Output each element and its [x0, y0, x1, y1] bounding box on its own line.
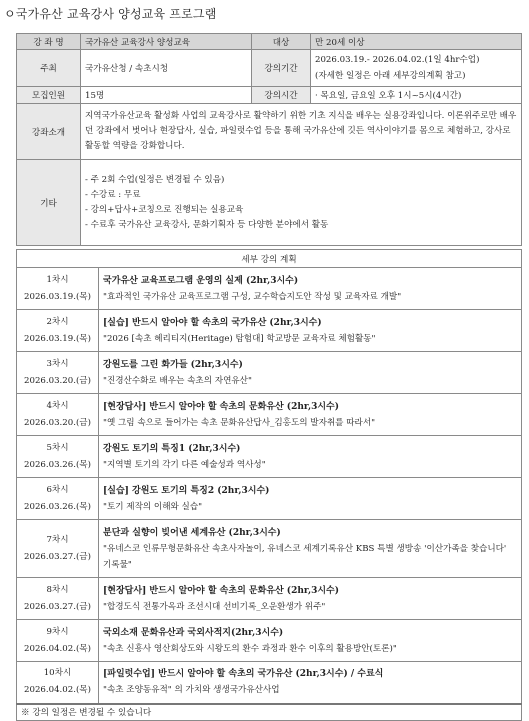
session-number: 3차시	[46, 358, 69, 369]
session-number: 1차시	[46, 274, 69, 285]
session-description: "토기 제작의 이해와 실습"	[103, 501, 203, 512]
session-title: [현장답사] 반드시 알아야 할 속초의 문화유산 (2hr,3시수)	[103, 401, 340, 412]
session-row	[17, 268, 522, 310]
session-meta	[17, 352, 99, 394]
session-description: "2026 [속초 헤리티지(Heritage) 탐험대] 학교방문 교육자료 체험활동"	[103, 333, 376, 344]
session-title: 국가유산 교육프로그램 운영의 실제 (2hr,3시수)	[103, 275, 299, 286]
target-label: 대상	[252, 34, 311, 50]
etc-item: - 수강료 : 무료	[85, 189, 141, 200]
session-content	[99, 352, 522, 394]
session-content	[99, 478, 522, 520]
session-content	[99, 310, 522, 352]
session-meta	[17, 394, 99, 436]
intro-label: 강좌소개	[17, 104, 81, 160]
etc-list	[81, 160, 522, 246]
session-date: 2026.04.02.(목)	[24, 685, 91, 696]
session-date: 2026.03.27.(금)	[24, 551, 91, 562]
course-name-value: 국가유산 교육강사 양성교육	[81, 34, 252, 50]
etc-item: - 주 2회 수업(일정은 변경될 수 있음)	[85, 174, 225, 185]
session-title: [현장답사] 반드시 알아야 할 속초의 문화유산 (2hr,3시수)	[103, 585, 340, 596]
host-value: 국가유산청 / 속초시청	[81, 50, 252, 87]
session-meta	[17, 436, 99, 478]
session-row	[17, 662, 522, 704]
session-content	[99, 662, 522, 704]
session-date: 2026.03.26.(목)	[24, 459, 91, 470]
session-description: "유네스코 인류무형문화유산 속초사자놀이, 유네스코 세계기록유산 KBS 특별 생방송 '이산가족을 찾습니다' 기록물"	[103, 543, 507, 570]
session-description: "속초 조양동유적" 의 가치와 생생국가유산사업	[103, 685, 280, 696]
session-content	[99, 620, 522, 662]
session-meta	[17, 520, 99, 578]
session-row	[17, 394, 522, 436]
session-meta	[17, 620, 99, 662]
session-content	[99, 520, 522, 578]
session-date: 2026.03.20.(금)	[24, 375, 91, 386]
session-title: [파일럿수업] 반드시 알아야 할 속초의 국가유산 (2hr,3시수) / 수료식	[103, 669, 384, 680]
etc-label: 기타	[17, 160, 81, 246]
session-date: 2026.04.02.(목)	[24, 643, 91, 654]
session-description: "지역별 토기의 각기 다른 예술성과 역사성"	[103, 459, 266, 470]
session-description: "효과적인 국가유산 교육프로그램 구성, 교수학습지도안 작성 및 교육자료 개발"	[103, 291, 402, 302]
session-date: 2026.03.19.(목)	[24, 291, 91, 302]
lecture-time-label: 강의시간	[252, 87, 311, 104]
session-description: "합경도식 전통가옥과 조선시대 선비기록_오운환생가 위주"	[103, 601, 326, 612]
session-meta	[17, 478, 99, 520]
session-title: [실습] 강원도 토기의 특징2 (2hr,3시수)	[103, 485, 270, 496]
host-label: 주최	[17, 50, 81, 87]
session-content	[99, 394, 522, 436]
etc-item: - 강의+답사+코칭으로 진행되는 실용교육	[85, 204, 244, 215]
period-label: 강의기간	[252, 50, 311, 87]
session-content	[99, 268, 522, 310]
session-number: 9차시	[46, 626, 69, 637]
session-meta	[17, 268, 99, 310]
schedule-change-note: ※ 강의 일정은 변경될 수 있습니다	[17, 704, 522, 721]
session-row	[17, 352, 522, 394]
session-title: 강원도 토기의 특징1 (2hr,3시수)	[103, 443, 241, 454]
session-meta	[17, 578, 99, 620]
session-row	[17, 478, 522, 520]
session-title: 강원도를 그린 화가들 (2hr,3시수)	[103, 359, 243, 370]
session-row	[17, 436, 522, 478]
session-content	[99, 436, 522, 478]
target-value: 만 20세 이상	[311, 34, 522, 50]
session-number: 7차시	[46, 534, 69, 545]
session-meta	[17, 662, 99, 704]
session-title: [실습] 반드시 알아야 할 속초의 국가유산 (2hr,3시수)	[103, 317, 322, 328]
session-title: 분단과 실향이 빚어낸 세계유산 (2hr,3시수)	[103, 527, 281, 538]
plan-header: 세부 강의 계획	[17, 250, 522, 268]
session-date: 2026.03.19.(목)	[24, 333, 91, 344]
session-number: 2차시	[46, 316, 69, 327]
session-content	[99, 578, 522, 620]
session-row	[17, 578, 522, 620]
course-info-table	[16, 33, 522, 246]
session-row	[17, 620, 522, 662]
period-dates: 2026.03.19.- 2026.04.02.(1일 4hr수업)	[315, 55, 480, 65]
course-name-label: 강 좌 명	[17, 34, 81, 50]
session-date: 2026.03.27.(금)	[24, 601, 91, 612]
session-number: 4차시	[46, 400, 69, 411]
capacity-value: 15명	[81, 87, 252, 104]
period-value	[311, 50, 522, 87]
etc-item: - 수료후 국가유산 교육강사, 문화기획자 등 다양한 분야에서 활동	[85, 219, 329, 230]
session-description: "진경산수화로 배우는 속초의 자연유산"	[103, 375, 252, 386]
capacity-label: 모집인원	[17, 87, 81, 104]
session-number: 8차시	[46, 584, 69, 595]
session-row	[17, 520, 522, 578]
lecture-time-value: · 목요일, 금요일 오후 1시~5시(4시간)	[311, 87, 522, 104]
session-date: 2026.03.20.(금)	[24, 417, 91, 428]
session-plan-table	[16, 249, 522, 721]
session-row	[17, 310, 522, 352]
session-number: 5차시	[46, 442, 69, 453]
session-date: 2026.03.26.(목)	[24, 501, 91, 512]
intro-text: 지역국가유산교육 활성화 사업의 교육강사로 활약하기 위한 기초 지식을 배우는 실용강좌입니다. 이론위주로만 배우던 강좌에서 벗어나 현장답사, 실습, 파일럿수업 등을 통해 국가유산에 깃든 역사이야기를 몸으로 체험하고, 강사로 활동할 역량을 강화합니다.	[81, 104, 522, 160]
session-description: "속초 신흥사 영산회상도와 시왕도의 환수 과정과 환수 이후의 활용방안(토론)"	[103, 643, 397, 654]
session-number: 10차시	[43, 668, 72, 679]
session-title: 국외소재 문화유산과 국외사적지(2hr,3시수)	[103, 627, 284, 638]
document-title: ㅇ국가유산 교육강사 양성교육 프로그램	[4, 7, 217, 21]
period-note: (자세한 일정은 아래 세부강의계획 참고)	[315, 71, 466, 81]
session-number: 6차시	[46, 484, 69, 495]
session-meta	[17, 310, 99, 352]
session-description: "옛 그림 속으로 들어가는 속초 문화유산답사_김홍도의 발자취를 따라서"	[103, 417, 376, 428]
